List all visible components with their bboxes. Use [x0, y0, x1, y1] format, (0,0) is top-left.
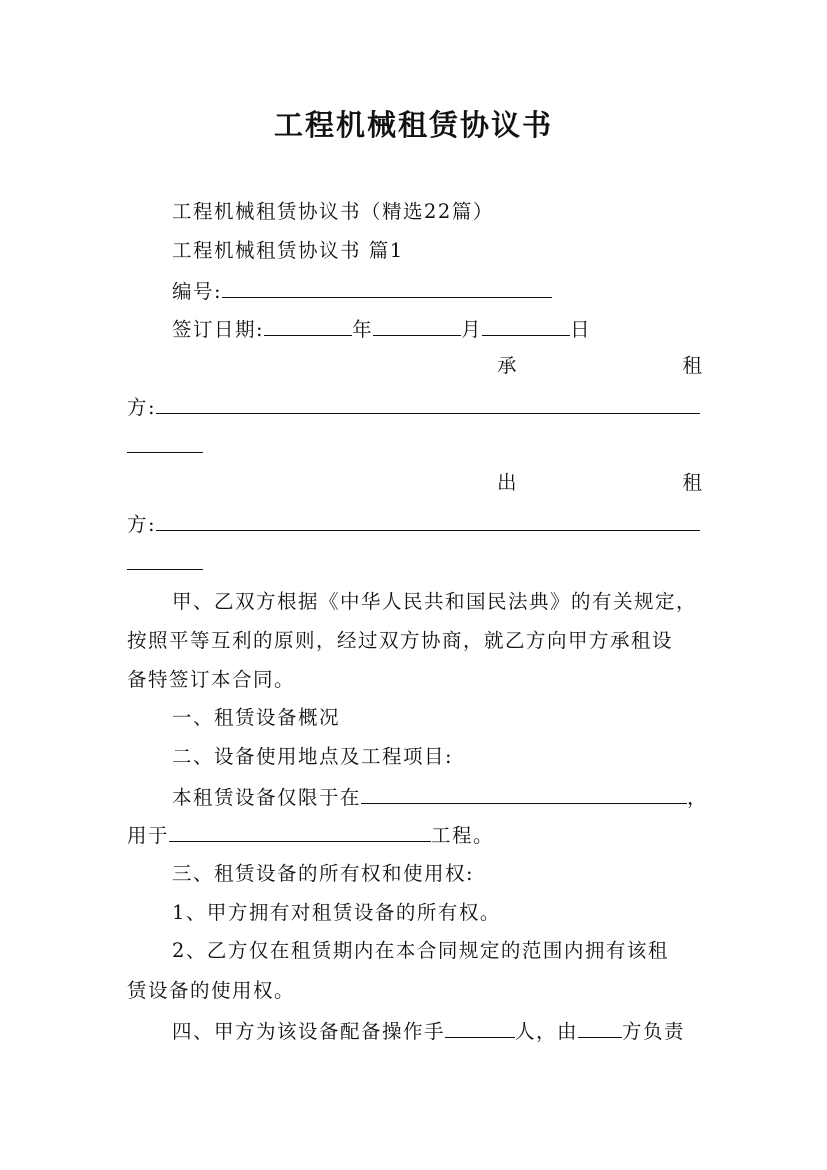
section-heading: 工程机械租赁协议书 篇1: [172, 239, 404, 262]
item-4-suffix: 方负责: [622, 1020, 686, 1043]
item-4-prefix: 四、甲方为该设备配备操作手: [172, 1020, 446, 1043]
operator-count-blank: [445, 1017, 515, 1038]
lessee-line-2: [127, 432, 203, 460]
number-blank: [222, 277, 552, 298]
party-blank: [578, 1017, 622, 1038]
preamble-line-2: 按照平等互利的原则，经过双方协商，就乙方向甲方承租设: [127, 629, 674, 652]
number-label: 编号:: [172, 280, 223, 303]
item-3-1: 1、甲方拥有对租赁设备的所有权。: [172, 901, 501, 924]
project-label: 工程。: [431, 824, 495, 847]
item-3-2-line-1: 2、乙方仅在租赁期内在本合同规定的范围内拥有该租: [172, 939, 669, 962]
project-blank: [169, 821, 431, 842]
location-blank: [361, 783, 687, 804]
item-4: [172, 1017, 685, 1045]
preamble-line-3: 备特签订本合同。: [127, 668, 296, 691]
number-line: [172, 277, 552, 305]
item-2: 二、设备使用地点及工程项目:: [172, 745, 454, 768]
usage-prefix: 本租赁设备仅限于在: [172, 786, 362, 809]
document-subtitle: 工程机械租赁协议书（精选22篇）: [172, 200, 494, 223]
lessee-blank: [156, 393, 700, 414]
lessee-char-1: 承: [497, 354, 517, 377]
day-blank: [482, 315, 570, 336]
sign-date-label: 签订日期:: [172, 318, 265, 341]
lessor-blank: [156, 510, 700, 531]
used-for-label: 用于: [127, 824, 170, 847]
item-4-mid: 人，由: [515, 1020, 579, 1043]
year-label: 年: [352, 318, 374, 341]
lessor-blank-2: [127, 549, 203, 570]
item-1: 一、租赁设备概况: [172, 706, 341, 729]
sign-date-line: [172, 315, 591, 343]
usage-comma: ，: [687, 786, 709, 809]
month-label: 月: [461, 318, 483, 341]
lessor-label: 方:: [127, 513, 157, 536]
lessee-blank-2: [127, 432, 203, 453]
year-blank: [264, 315, 352, 336]
lessee-line: [127, 393, 700, 421]
lessor-line: [127, 510, 700, 538]
item-3-2-line-2: 赁设备的使用权。: [127, 979, 296, 1002]
lessor-line-2: [127, 549, 203, 577]
lessor-char-2: 租: [682, 471, 702, 494]
document-title: 工程机械租赁协议书: [273, 108, 553, 142]
month-blank: [373, 315, 461, 336]
usage-line: [172, 783, 708, 811]
usage-line-2: [127, 821, 494, 849]
day-label: 日: [570, 318, 592, 341]
lessee-label: 方:: [127, 396, 157, 419]
lessor-char-1: 出: [497, 471, 517, 494]
preamble-line-1: 甲、乙双方根据《中华人民共和国民法典》的有关规定，: [172, 590, 698, 613]
item-3: 三、租赁设备的所有权和使用权:: [172, 862, 475, 885]
lessee-char-2: 租: [682, 354, 702, 377]
